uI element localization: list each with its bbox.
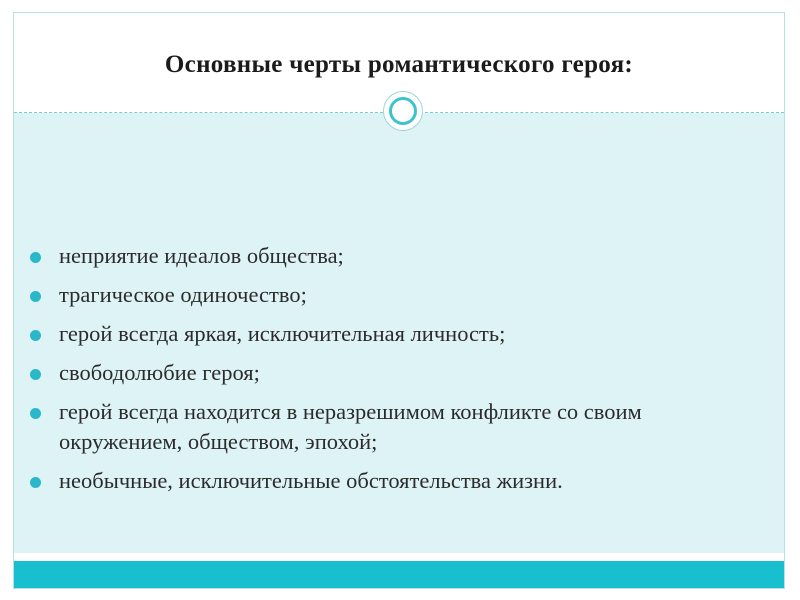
bullet-item [14,466,734,496]
bullet-item [14,358,734,388]
bullet-dot-icon [30,291,41,302]
circle-ring-inner [389,97,417,125]
bullet-text: необычные, исключительные обстоятельства жизни. [59,468,563,493]
circle-ring-icon [383,91,423,131]
bullet-dot-icon [30,252,41,263]
bullet-dot-icon [30,369,41,380]
bottom-accent-bar [14,561,784,588]
bullet-dot-icon [30,408,41,419]
bullet-text: герой всегда яркая, исключительная личность; [59,321,506,346]
bullet-list [14,241,734,505]
bullet-text: неприятие идеалов общества; [59,243,344,268]
bullet-dot-icon [30,330,41,341]
bullet-item [14,397,734,457]
content-area [14,113,784,553]
bullet-text: свободолюбие героя; [59,360,260,385]
bullet-text: трагическое одиночество; [59,282,307,307]
bullet-text: герой всегда находится в неразрешимом конфликте со своим окружением, обществом, эпохой; [59,399,642,454]
bullet-item [14,319,734,349]
slide-title: Основные черты романтического героя: [164,51,634,78]
slide [13,12,785,589]
bullet-item [14,280,734,310]
bullet-item [14,241,734,271]
bullet-dot-icon [30,477,41,488]
